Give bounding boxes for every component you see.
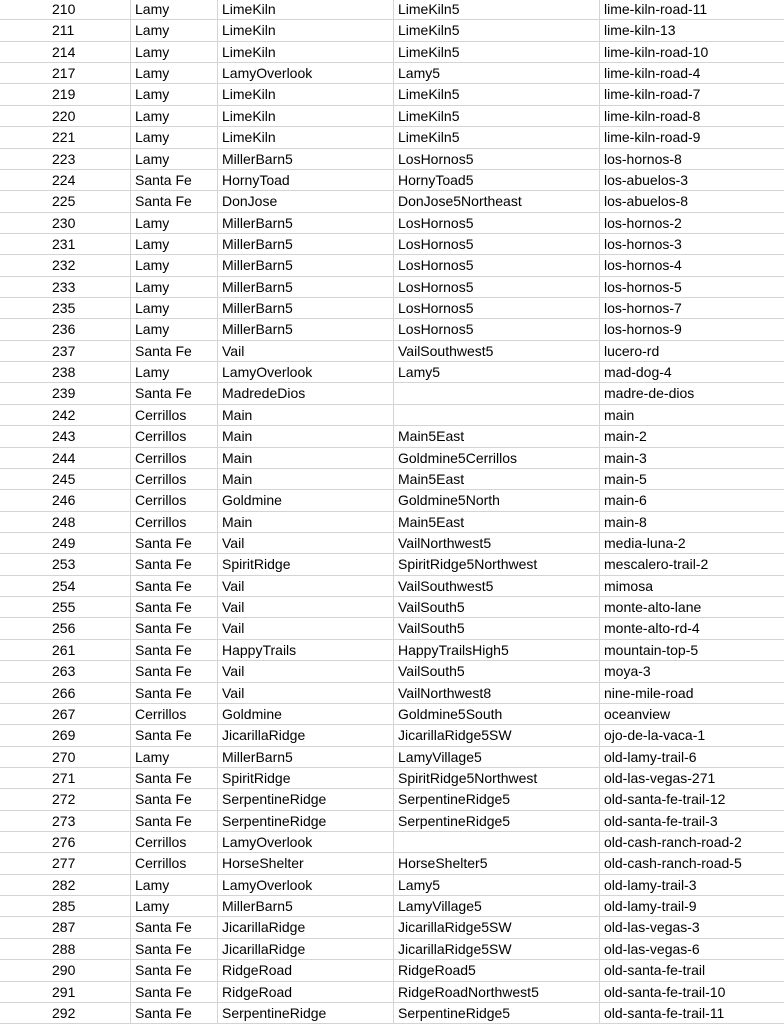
table-row — [0, 42, 784, 63]
node-cell[interactable]: LimeKiln5 — [394, 106, 600, 127]
id-cell[interactable]: 277 — [0, 853, 131, 874]
id-cell[interactable]: 224 — [0, 170, 131, 191]
area-cell[interactable]: Santa Fe — [131, 982, 218, 1003]
site-cell[interactable]: LimeKiln — [218, 0, 394, 20]
id-cell[interactable]: 225 — [0, 191, 131, 212]
node-cell[interactable]: LosHornos5 — [394, 255, 600, 276]
site-cell[interactable]: SpiritRidge — [218, 554, 394, 575]
id-cell[interactable]: 231 — [0, 234, 131, 255]
id-cell[interactable]: 236 — [0, 319, 131, 340]
area-cell[interactable]: Cerrillos — [131, 405, 218, 426]
node-cell[interactable]: RidgeRoadNorthwest5 — [394, 982, 600, 1003]
road-cell[interactable]: oceanview — [600, 704, 784, 725]
road-cell[interactable]: lime-kiln-road-11 — [600, 0, 784, 20]
site-cell[interactable]: MillerBarn5 — [218, 149, 394, 170]
road-cell[interactable]: old-santa-fe-trail-10 — [600, 982, 784, 1003]
site-cell[interactable]: MillerBarn5 — [218, 896, 394, 917]
table-row — [0, 341, 784, 362]
node-cell[interactable]: LimeKiln5 — [394, 0, 600, 20]
site-cell[interactable]: MillerBarn5 — [218, 255, 394, 276]
id-cell[interactable]: 256 — [0, 618, 131, 639]
node-cell[interactable]: LamyVillage5 — [394, 896, 600, 917]
site-cell[interactable]: Goldmine — [218, 704, 394, 725]
road-cell[interactable]: old-cash-ranch-road-2 — [600, 832, 784, 853]
id-cell[interactable]: 255 — [0, 597, 131, 618]
id-cell[interactable]: 273 — [0, 811, 131, 832]
table-row — [0, 960, 784, 981]
area-cell[interactable]: Lamy — [131, 149, 218, 170]
area-cell[interactable]: Lamy — [131, 234, 218, 255]
node-cell[interactable]: Goldmine5South — [394, 704, 600, 725]
road-cell[interactable]: media-luna-2 — [600, 533, 784, 554]
id-cell[interactable]: 230 — [0, 213, 131, 234]
area-cell[interactable]: Lamy — [131, 127, 218, 148]
node-cell[interactable]: LamyVillage5 — [394, 747, 600, 768]
id-cell[interactable]: 267 — [0, 704, 131, 725]
id-cell[interactable]: 261 — [0, 640, 131, 661]
node-cell[interactable]: Goldmine5North — [394, 490, 600, 511]
road-cell[interactable]: old-cash-ranch-road-5 — [600, 853, 784, 874]
road-cell[interactable]: los-hornos-7 — [600, 298, 784, 319]
area-cell[interactable]: Cerrillos — [131, 490, 218, 511]
node-cell[interactable]: LimeKiln5 — [394, 84, 600, 105]
node-cell[interactable]: VailSouthwest5 — [394, 341, 600, 362]
id-cell[interactable]: 282 — [0, 875, 131, 896]
road-cell[interactable]: main-8 — [600, 512, 784, 533]
area-cell[interactable]: Lamy — [131, 106, 218, 127]
node-cell[interactable]: SerpentineRidge5 — [394, 811, 600, 832]
site-cell[interactable]: RidgeRoad — [218, 960, 394, 981]
node-cell[interactable]: LosHornos5 — [394, 277, 600, 298]
site-cell[interactable]: RidgeRoad — [218, 982, 394, 1003]
node-cell[interactable]: Main5East — [394, 469, 600, 490]
site-cell[interactable]: MillerBarn5 — [218, 277, 394, 298]
id-cell[interactable]: 290 — [0, 960, 131, 981]
table-row — [0, 725, 784, 746]
table-row — [0, 298, 784, 319]
id-cell[interactable]: 214 — [0, 42, 131, 63]
site-cell[interactable]: LamyOverlook — [218, 832, 394, 853]
road-cell[interactable]: mimosa — [600, 576, 784, 597]
id-cell[interactable]: 243 — [0, 426, 131, 447]
table-row — [0, 383, 784, 404]
table-row — [0, 554, 784, 575]
table-row — [0, 917, 784, 938]
site-cell[interactable]: Vail — [218, 683, 394, 704]
node-cell[interactable]: LosHornos5 — [394, 149, 600, 170]
site-cell[interactable]: JicarillaRidge — [218, 725, 394, 746]
site-cell[interactable]: Vail — [218, 597, 394, 618]
site-cell[interactable]: Main — [218, 405, 394, 426]
id-cell[interactable]: 285 — [0, 896, 131, 917]
node-cell[interactable]: Lamy5 — [394, 875, 600, 896]
node-cell[interactable]: HappyTrailsHigh5 — [394, 640, 600, 661]
road-cell[interactable]: los-abuelos-8 — [600, 191, 784, 212]
id-cell[interactable]: 269 — [0, 725, 131, 746]
road-cell[interactable]: old-santa-fe-trail-11 — [600, 1003, 784, 1024]
area-cell[interactable]: Santa Fe — [131, 683, 218, 704]
table-row — [0, 832, 784, 853]
site-cell[interactable]: MillerBarn5 — [218, 234, 394, 255]
road-cell[interactable]: madre-de-dios — [600, 383, 784, 404]
area-cell[interactable]: Lamy — [131, 84, 218, 105]
road-cell[interactable]: old-lamy-trail-9 — [600, 896, 784, 917]
road-cell[interactable]: old-lamy-trail-6 — [600, 747, 784, 768]
node-cell[interactable]: SerpentineRidge5 — [394, 1003, 600, 1024]
table-row — [0, 319, 784, 340]
table-row — [0, 1003, 784, 1024]
road-cell[interactable]: monte-alto-lane — [600, 597, 784, 618]
table-row — [0, 426, 784, 447]
area-cell[interactable]: Lamy — [131, 63, 218, 84]
site-cell[interactable]: MillerBarn5 — [218, 213, 394, 234]
node-cell[interactable]: Goldmine5Cerrillos — [394, 448, 600, 469]
site-cell[interactable]: LamyOverlook — [218, 362, 394, 383]
id-cell[interactable]: 238 — [0, 362, 131, 383]
site-cell[interactable]: JicarillaRidge — [218, 917, 394, 938]
road-cell[interactable]: main-6 — [600, 490, 784, 511]
id-cell[interactable]: 210 — [0, 0, 131, 20]
site-cell[interactable]: HornyToad — [218, 170, 394, 191]
id-cell[interactable]: 248 — [0, 512, 131, 533]
table-row — [0, 533, 784, 554]
id-cell[interactable]: 249 — [0, 533, 131, 554]
area-cell[interactable]: Santa Fe — [131, 789, 218, 810]
road-cell[interactable]: lime-kiln-road-10 — [600, 42, 784, 63]
table-row — [0, 939, 784, 960]
site-cell[interactable]: SerpentineRidge — [218, 811, 394, 832]
area-cell[interactable]: Santa Fe — [131, 768, 218, 789]
area-cell[interactable]: Lamy — [131, 875, 218, 896]
road-cell[interactable]: mad-dog-4 — [600, 362, 784, 383]
area-cell[interactable]: Lamy — [131, 362, 218, 383]
road-cell[interactable]: los-hornos-5 — [600, 277, 784, 298]
area-cell[interactable]: Lamy — [131, 319, 218, 340]
id-cell[interactable]: 233 — [0, 277, 131, 298]
table-row — [0, 853, 784, 874]
node-cell[interactable]: VailNorthwest8 — [394, 683, 600, 704]
site-cell[interactable]: Vail — [218, 661, 394, 682]
road-cell[interactable]: lime-kiln-road-4 — [600, 63, 784, 84]
id-cell[interactable]: 245 — [0, 469, 131, 490]
area-cell[interactable]: Santa Fe — [131, 618, 218, 639]
area-cell[interactable]: Lamy — [131, 277, 218, 298]
area-cell[interactable]: Lamy — [131, 0, 218, 20]
id-cell[interactable]: 219 — [0, 84, 131, 105]
table-row — [0, 640, 784, 661]
road-cell[interactable]: old-las-vegas-271 — [600, 768, 784, 789]
node-cell[interactable]: HornyToad5 — [394, 170, 600, 191]
road-cell[interactable]: nine-mile-road — [600, 683, 784, 704]
road-cell[interactable]: los-hornos-9 — [600, 319, 784, 340]
id-cell[interactable]: 235 — [0, 298, 131, 319]
area-cell[interactable]: Santa Fe — [131, 533, 218, 554]
site-cell[interactable]: Main — [218, 426, 394, 447]
site-cell[interactable]: MadredeDios — [218, 383, 394, 404]
site-cell[interactable]: JicarillaRidge — [218, 939, 394, 960]
table-row — [0, 106, 784, 127]
node-cell[interactable]: HorseShelter5 — [394, 853, 600, 874]
id-cell[interactable]: 276 — [0, 832, 131, 853]
road-cell[interactable]: los-hornos-4 — [600, 255, 784, 276]
node-cell[interactable]: VailSouth5 — [394, 597, 600, 618]
road-cell[interactable]: ojo-de-la-vaca-1 — [600, 725, 784, 746]
road-cell[interactable]: main-2 — [600, 426, 784, 447]
id-cell[interactable]: 223 — [0, 149, 131, 170]
id-cell[interactable]: 239 — [0, 383, 131, 404]
node-cell[interactable]: LosHornos5 — [394, 213, 600, 234]
area-cell[interactable]: Santa Fe — [131, 554, 218, 575]
id-cell[interactable]: 266 — [0, 683, 131, 704]
area-cell[interactable]: Lamy — [131, 255, 218, 276]
site-cell[interactable]: Vail — [218, 341, 394, 362]
table-row — [0, 63, 784, 84]
table-row — [0, 704, 784, 725]
table-row — [0, 405, 784, 426]
id-cell[interactable]: 211 — [0, 20, 131, 41]
id-cell[interactable]: 237 — [0, 341, 131, 362]
node-cell[interactable] — [394, 383, 600, 404]
site-cell[interactable]: LimeKiln — [218, 84, 394, 105]
site-cell[interactable]: LimeKiln — [218, 42, 394, 63]
area-cell[interactable]: Santa Fe — [131, 917, 218, 938]
table-row — [0, 469, 784, 490]
area-cell[interactable]: Lamy — [131, 42, 218, 63]
site-cell[interactable]: Vail — [218, 576, 394, 597]
node-cell[interactable]: VailSouth5 — [394, 661, 600, 682]
table-row — [0, 490, 784, 511]
node-cell[interactable]: VailSouth5 — [394, 618, 600, 639]
id-cell[interactable]: 221 — [0, 127, 131, 148]
site-cell[interactable]: HappyTrails — [218, 640, 394, 661]
area-cell[interactable]: Lamy — [131, 20, 218, 41]
table-row — [0, 661, 784, 682]
area-cell[interactable]: Santa Fe — [131, 939, 218, 960]
site-cell[interactable]: MillerBarn5 — [218, 298, 394, 319]
node-cell[interactable] — [394, 405, 600, 426]
id-cell[interactable]: 242 — [0, 405, 131, 426]
node-cell[interactable]: LosHornos5 — [394, 319, 600, 340]
table-row — [0, 149, 784, 170]
node-cell[interactable] — [394, 832, 600, 853]
road-cell[interactable]: lime-kiln-road-8 — [600, 106, 784, 127]
id-cell[interactable]: 217 — [0, 63, 131, 84]
table-row — [0, 234, 784, 255]
area-cell[interactable]: Santa Fe — [131, 1003, 218, 1024]
id-cell[interactable]: 291 — [0, 982, 131, 1003]
area-cell[interactable]: Lamy — [131, 213, 218, 234]
table-row — [0, 448, 784, 469]
site-cell[interactable]: LimeKiln — [218, 127, 394, 148]
node-cell[interactable]: LimeKiln5 — [394, 20, 600, 41]
area-cell[interactable]: Santa Fe — [131, 661, 218, 682]
area-cell[interactable]: Santa Fe — [131, 725, 218, 746]
id-cell[interactable]: 254 — [0, 576, 131, 597]
id-cell[interactable]: 263 — [0, 661, 131, 682]
id-cell[interactable]: 232 — [0, 255, 131, 276]
area-cell[interactable]: Lamy — [131, 747, 218, 768]
table-row — [0, 747, 784, 768]
id-cell[interactable]: 246 — [0, 490, 131, 511]
node-cell[interactable]: SpiritRidge5Northwest — [394, 768, 600, 789]
table-row — [0, 127, 784, 148]
node-cell[interactable]: Lamy5 — [394, 362, 600, 383]
id-cell[interactable]: 287 — [0, 917, 131, 938]
table-row — [0, 597, 784, 618]
area-cell[interactable]: Santa Fe — [131, 811, 218, 832]
node-cell[interactable]: VailNorthwest5 — [394, 533, 600, 554]
site-cell[interactable]: LamyOverlook — [218, 63, 394, 84]
road-cell[interactable]: main-3 — [600, 448, 784, 469]
site-cell[interactable]: SpiritRidge — [218, 768, 394, 789]
table-row — [0, 20, 784, 41]
road-cell[interactable]: los-hornos-8 — [600, 149, 784, 170]
node-cell[interactable]: SerpentineRidge5 — [394, 789, 600, 810]
road-cell[interactable]: old-las-vegas-3 — [600, 917, 784, 938]
id-cell[interactable]: 292 — [0, 1003, 131, 1024]
table-row — [0, 362, 784, 383]
area-cell[interactable]: Cerrillos — [131, 469, 218, 490]
table-row — [0, 811, 784, 832]
area-cell[interactable]: Santa Fe — [131, 576, 218, 597]
road-cell[interactable]: lime-kiln-road-9 — [600, 127, 784, 148]
site-cell[interactable]: Main — [218, 512, 394, 533]
table-row — [0, 576, 784, 597]
table-row — [0, 683, 784, 704]
road-cell[interactable]: old-santa-fe-trail — [600, 960, 784, 981]
area-cell[interactable]: Lamy — [131, 896, 218, 917]
node-cell[interactable]: Main5East — [394, 426, 600, 447]
node-cell[interactable]: Lamy5 — [394, 63, 600, 84]
id-cell[interactable]: 253 — [0, 554, 131, 575]
area-cell[interactable]: Santa Fe — [131, 170, 218, 191]
node-cell[interactable]: LosHornos5 — [394, 234, 600, 255]
node-cell[interactable]: Main5East — [394, 512, 600, 533]
area-cell[interactable]: Lamy — [131, 298, 218, 319]
road-cell[interactable]: mountain-top-5 — [600, 640, 784, 661]
site-cell[interactable]: Vail — [218, 533, 394, 554]
node-cell[interactable]: LimeKiln5 — [394, 42, 600, 63]
node-cell[interactable]: JicarillaRidge5SW — [394, 939, 600, 960]
node-cell[interactable]: DonJose5Northeast — [394, 191, 600, 212]
road-cell[interactable]: los-abuelos-3 — [600, 170, 784, 191]
table-row — [0, 982, 784, 1003]
area-cell[interactable]: Santa Fe — [131, 383, 218, 404]
area-cell[interactable]: Cerrillos — [131, 512, 218, 533]
area-cell[interactable]: Cerrillos — [131, 448, 218, 469]
area-cell[interactable]: Santa Fe — [131, 597, 218, 618]
table-row — [0, 896, 784, 917]
node-cell[interactable]: LosHornos5 — [394, 298, 600, 319]
site-cell[interactable]: DonJose — [218, 191, 394, 212]
node-cell[interactable]: JicarillaRidge5SW — [394, 725, 600, 746]
area-cell[interactable]: Cerrillos — [131, 704, 218, 725]
table-row — [0, 875, 784, 896]
site-cell[interactable]: LamyOverlook — [218, 875, 394, 896]
id-cell[interactable]: 270 — [0, 747, 131, 768]
area-cell[interactable]: Santa Fe — [131, 191, 218, 212]
table-row — [0, 191, 784, 212]
site-cell[interactable]: MillerBarn5 — [218, 319, 394, 340]
site-cell[interactable]: SerpentineRidge — [218, 789, 394, 810]
site-cell[interactable]: Goldmine — [218, 490, 394, 511]
table-row — [0, 255, 784, 276]
node-cell[interactable]: VailSouthwest5 — [394, 576, 600, 597]
area-cell[interactable]: Cerrillos — [131, 853, 218, 874]
area-cell[interactable]: Cerrillos — [131, 832, 218, 853]
road-cell[interactable]: old-santa-fe-trail-12 — [600, 789, 784, 810]
id-cell[interactable]: 272 — [0, 789, 131, 810]
node-cell[interactable]: SpiritRidge5Northwest — [394, 554, 600, 575]
node-cell[interactable]: JicarillaRidge5SW — [394, 917, 600, 938]
road-cell[interactable]: lime-kiln-road-7 — [600, 84, 784, 105]
table-row — [0, 789, 784, 810]
road-cell[interactable]: lime-kiln-13 — [600, 20, 784, 41]
road-cell[interactable]: old-lamy-trail-3 — [600, 875, 784, 896]
id-cell[interactable]: 244 — [0, 448, 131, 469]
road-cell[interactable]: main-5 — [600, 469, 784, 490]
table-row — [0, 768, 784, 789]
road-cell[interactable]: old-santa-fe-trail-3 — [600, 811, 784, 832]
road-cell[interactable]: main — [600, 405, 784, 426]
site-cell[interactable]: Main — [218, 448, 394, 469]
road-cell[interactable]: old-las-vegas-6 — [600, 939, 784, 960]
id-cell[interactable]: 271 — [0, 768, 131, 789]
table-row — [0, 84, 784, 105]
site-cell[interactable]: LimeKiln — [218, 20, 394, 41]
area-cell[interactable]: Santa Fe — [131, 640, 218, 661]
table-row — [0, 170, 784, 191]
table-row — [0, 0, 784, 20]
table-row — [0, 277, 784, 298]
site-cell[interactable]: Vail — [218, 618, 394, 639]
site-cell[interactable]: LimeKiln — [218, 106, 394, 127]
site-cell[interactable]: SerpentineRidge — [218, 1003, 394, 1024]
table-row — [0, 618, 784, 639]
road-cell[interactable]: lucero-rd — [600, 341, 784, 362]
road-cell[interactable]: mescalero-trail-2 — [600, 554, 784, 575]
site-cell[interactable]: MillerBarn5 — [218, 747, 394, 768]
table-row — [0, 512, 784, 533]
road-cell[interactable]: los-hornos-3 — [600, 234, 784, 255]
area-cell[interactable]: Santa Fe — [131, 341, 218, 362]
table-row — [0, 213, 784, 234]
node-cell[interactable]: LimeKiln5 — [394, 127, 600, 148]
site-cell[interactable]: HorseShelter — [218, 853, 394, 874]
road-cell[interactable]: moya-3 — [600, 661, 784, 682]
site-cell[interactable]: Main — [218, 469, 394, 490]
area-cell[interactable]: Cerrillos — [131, 426, 218, 447]
area-cell[interactable]: Santa Fe — [131, 960, 218, 981]
id-cell[interactable]: 288 — [0, 939, 131, 960]
id-cell[interactable]: 220 — [0, 106, 131, 127]
node-cell[interactable]: RidgeRoad5 — [394, 960, 600, 981]
road-cell[interactable]: los-hornos-2 — [600, 213, 784, 234]
road-cell[interactable]: monte-alto-rd-4 — [600, 618, 784, 639]
